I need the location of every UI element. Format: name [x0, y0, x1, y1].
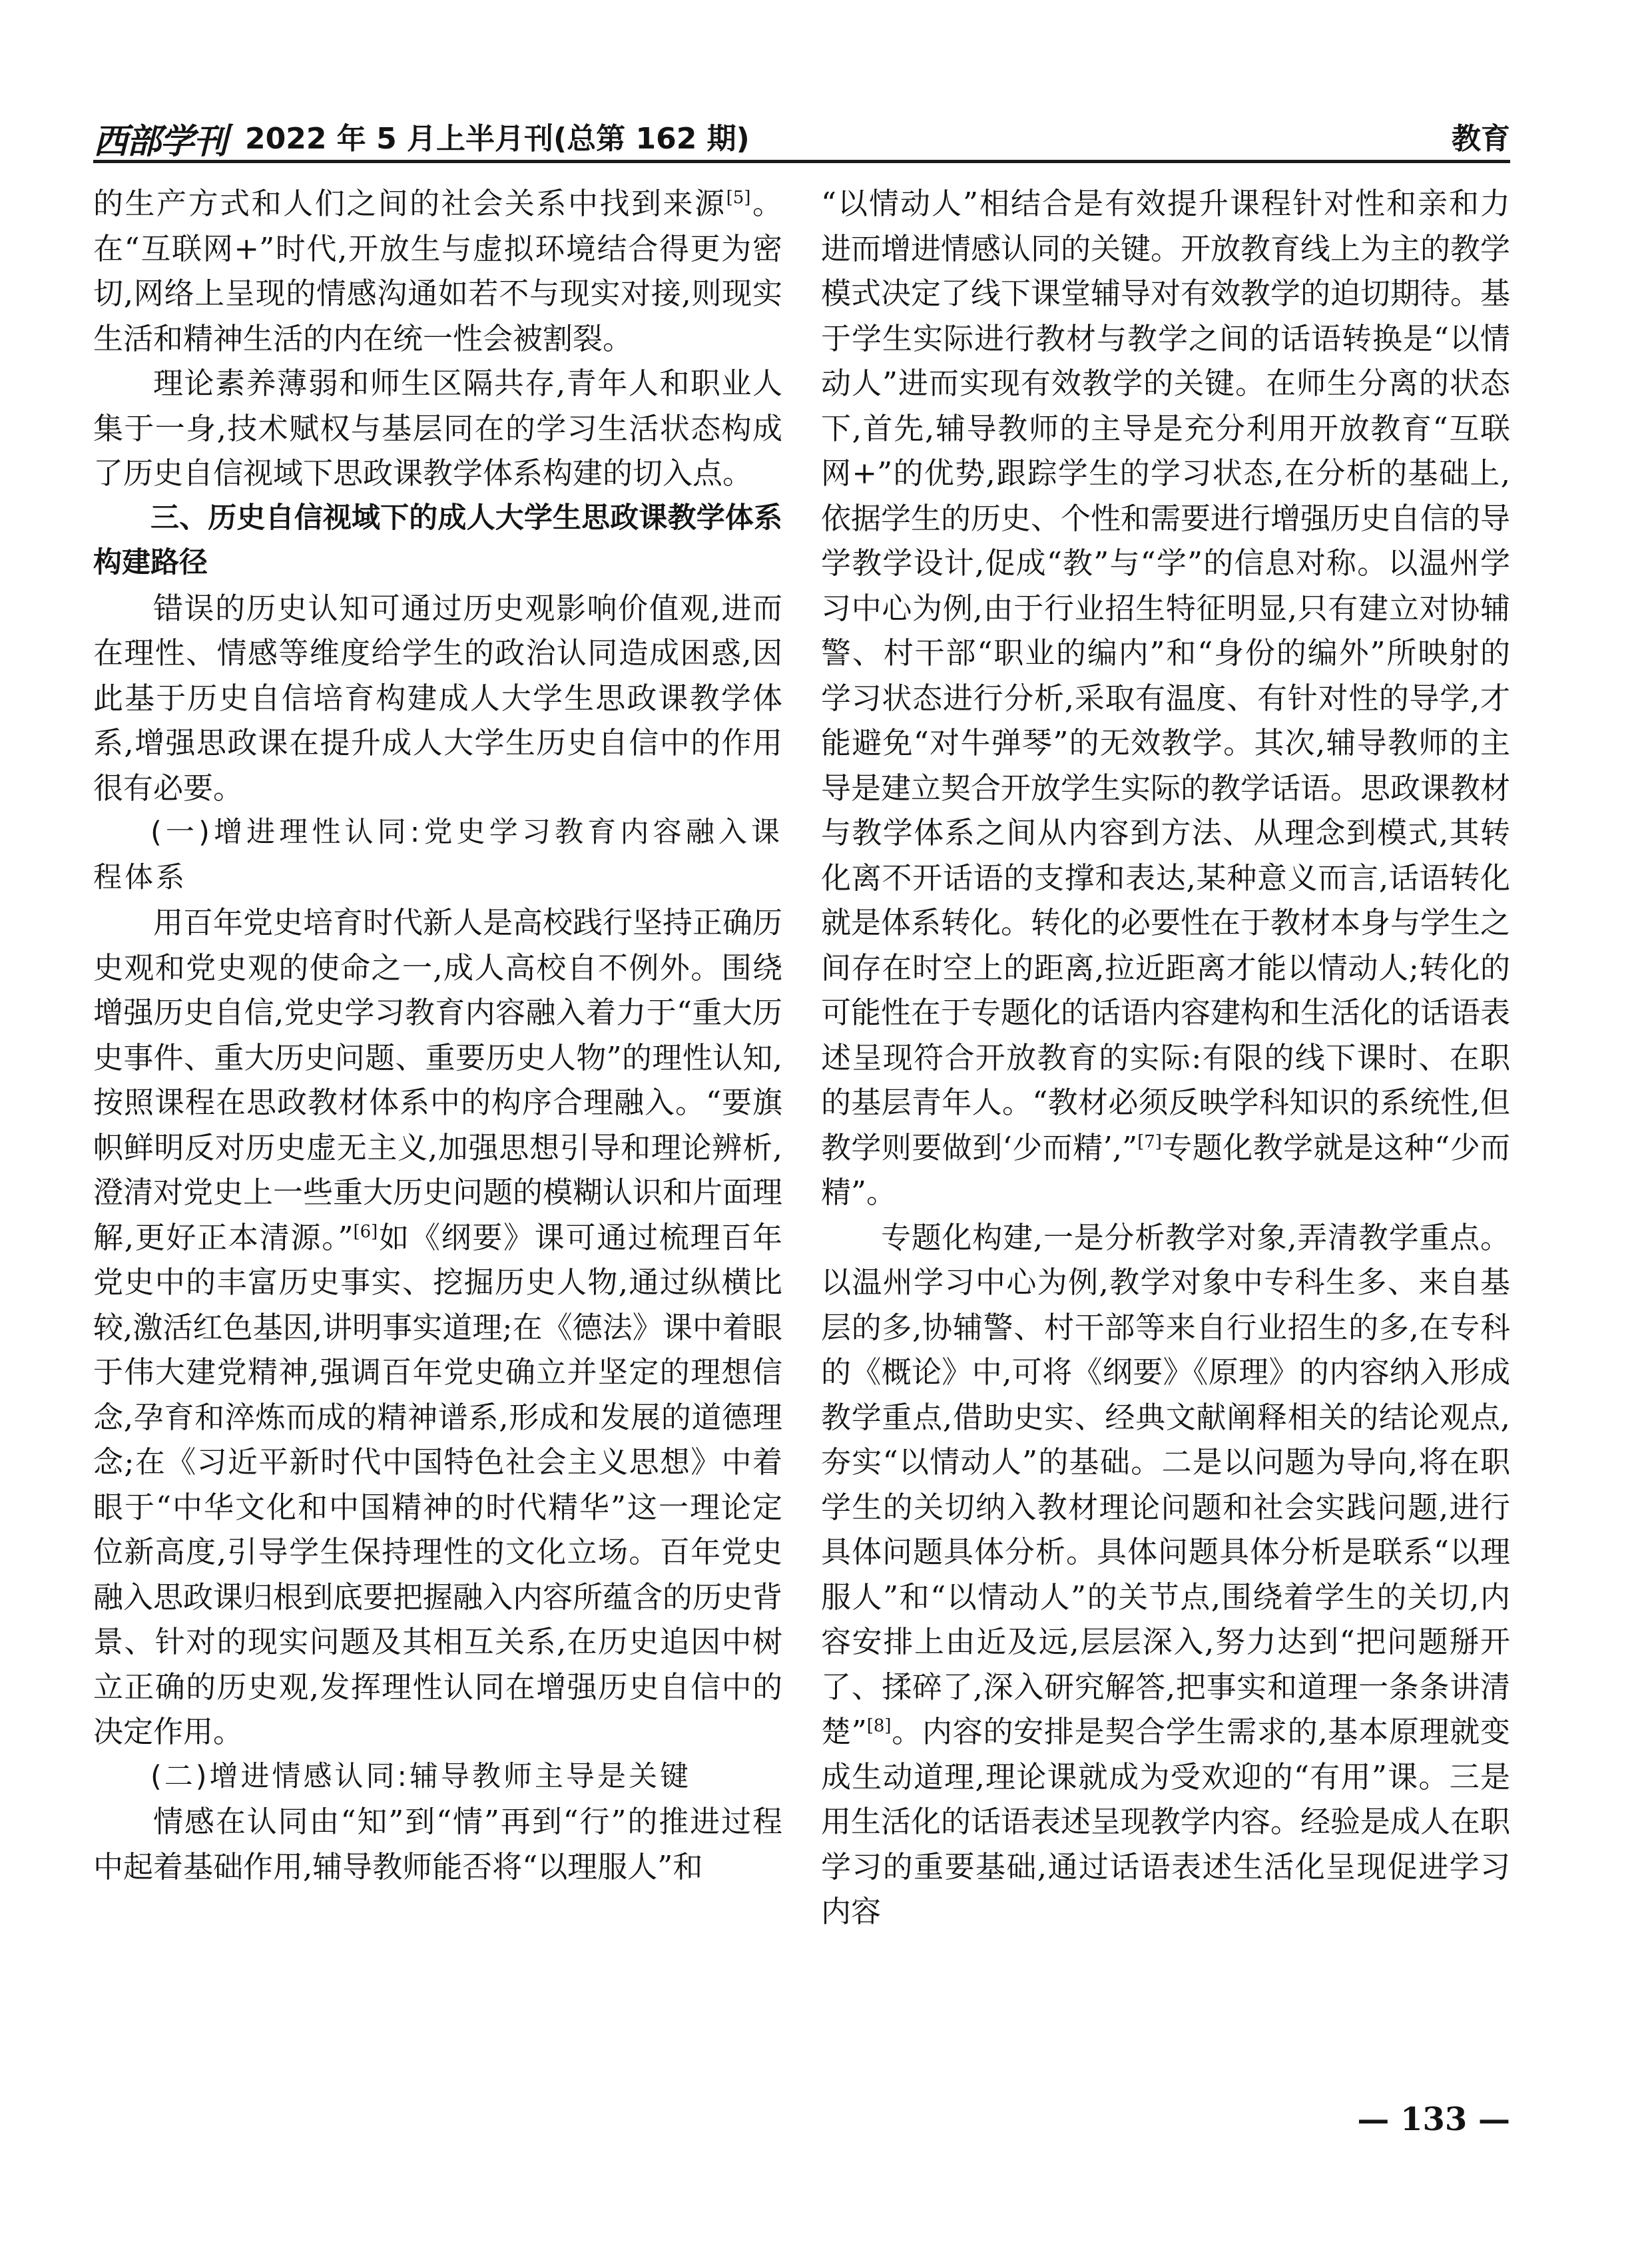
text: 专题化教学就是这种“少而精”。 — [821, 1129, 1510, 1210]
text: 专题化构建,一是分析教学对象,弄清教学重点。以温州学习中心为例,教学对象中专科生多、来自基层的多,协辅警、村干部等来自行业招生的多,在专科的《概论》中,可将《纲要》《原理》的内容纳入形成教学重点,借助史实、经典文献阐释相关的结论观点,夯实“以情动人”的基础。二是以问题为导向,将在职学生的关切纳入教材理论问题和社会实践问题,进行具体问题具体分析。具体问题具体分析是联系“以理服人”和“以情动人”的关节点,围绕着学生的关切,内容安排上由近及远,层层深入,努力达到“把问题掰开了、揉碎了,深入研究解答,把事实和道理一条条讲清楚” — [821, 1219, 1510, 1749]
paragraph: 理论素养薄弱和师生区隔共存,青年人和职业人集于一身,技术赋权与基层同在的学习生活状态构成了历史自信视域下思政课教学体系构建的切入点。 — [93, 366, 782, 491]
text: 。内容的安排是契合学生需求的,基本原理就变成生动道理,理论课就成为受欢迎的“有用”课。三是用生活化的话语表述呈现教学内容。经验是成人在职学习的重要基础,通过话语表述生活化呈现促进学习内容 — [821, 1714, 1510, 1929]
citation: [8] — [866, 1716, 892, 1736]
citation: [5] — [726, 188, 751, 208]
citation: [6] — [353, 1221, 378, 1242]
section-label: 教育 — [1452, 122, 1510, 156]
journal-logo: 西部学刊 — [93, 121, 227, 162]
paragraph: 情感在认同由“知”到“情”再到“行”的推进过程中起着基础作用,辅导教师能否将“以理服人”和 — [93, 1804, 782, 1884]
right-column — [821, 181, 1510, 2086]
citation: [7] — [1137, 1131, 1162, 1152]
subsection-heading: (一)增进理性认同:党史学习教育内容融入课程体系 — [93, 816, 782, 894]
running-header — [93, 112, 1510, 163]
text: “以情动人”相结合是有效提升课程针对性和亲和力进而增进情感认同的关键。开放教育线上为主的教学模式决定了线下课堂辅导对有效教学的迫切期待。基于学生实际进行教材与教学之间的话语转换是“以情动人”进而实现有效教学的关键。在师生分离的状态下,首先,辅导教师的主导是充分利用开放教育“互联网+”的优势,跟踪学生的学习状态,在分析的基础上,依据学生的历史、个性和需要进行增强历史自信的导学教学设计,促成“教”与“学”的信息对称。以温州学习中心为例,由于行业招生特征明显,只有建立对协辅警、村干部“职业的编内”和“身份的编外”所映射的学习状态进行分析,采取有温度、有针对性的导学,才能避免“对牛弹琴”的无效教学。其次,辅导教师的主导是建立契合开放学生实际的教学话语。思政课教材与教学体系之间从内容到方法、从理念到模式,其转化离不开话语的支撑和表达,某种意义而言,话语转化就是体系转化。转化的必要性在于教材本身与学生之间存在时空上的距离,拉近距离才能以情动人;转化的可能性在于专题化的话语内容建构和生活化的话语表述呈现符合开放教育的实际:有限的线下课时、在职的基层青年人。“教材必须反映学科知识的系统性,但教学则要做到‘少而精’,” — [821, 186, 1510, 1165]
paragraph — [821, 1215, 1510, 1934]
subsection-heading: (二)增进情感认同:辅导教师主导是关键 — [150, 1759, 692, 1793]
text: 用百年党史培育时代新人是高校践行坚持正确历史观和党史观的使命之一,成人高校自不例外。围绕增强历史自信,党史学习教育内容融入着力于“重大历史事件、重大历史问题、重要历史人物”的理性认知,按照课程在思政教材体系中的构序合理融入。“要旗帜鲜明反对历史虚无主义,加强思想引导和理论辨析,澄清对党史上一些重大历史问题的模糊认识和片面理解,更好正本清源。” — [93, 905, 782, 1255]
paragraph — [821, 181, 1510, 1215]
section-heading: 三、历史自信视域下的成人大学生思政课教学体系构建路径 — [93, 501, 782, 579]
issue-info: 2022 年 5 月上半月刊(总第 162 期) — [245, 122, 750, 156]
left-column — [93, 181, 782, 2086]
paragraph: 错误的历史认知可通过历史观影响价值观,进而在理性、情感等维度给学生的政治认同造成困惑,因此基于历史自信培育构建成人大学生思政课教学体系,增强思政课在提升成人大学生历史自信中的作用很有必要。 — [93, 590, 782, 806]
text: 。在“互联网+”时代,开放生与虚拟环境结合得更为密切,网络上呈现的情感沟通如若不与现实对接,则现实生活和精神生活的内在统一性会被割裂。 — [93, 186, 782, 356]
paragraph — [93, 900, 782, 1755]
paragraph — [93, 181, 782, 361]
text: 如《纲要》课可通过梳理百年党史中的丰富历史事实、挖掘历史人物,通过纵横比较,激活红色基因,讲明事实道理;在《德法》课中着眼于伟大建党精神,强调百年党史确立并坚定的理想信念,孕育和淬炼而成的精神谱系,形成和发展的道德理念;在《习近平新时代中国特色社会主义思想》中着眼于“中华文化和中国精神的时代精华”这一理论定位新高度,引导学生保持理性的文化立场。百年党史融入思政课归根到底要把握融入内容所蕴含的历史背景、针对的现实问题及其相互关系,在历史追因中树立正确的历史观,发挥理性认同在增强历史自信中的决定作用。 — [93, 1219, 782, 1749]
text: 的生产方式和人们之间的社会关系中找到来源 — [93, 186, 726, 221]
page-number: — 133 — — [1357, 2101, 1510, 2138]
